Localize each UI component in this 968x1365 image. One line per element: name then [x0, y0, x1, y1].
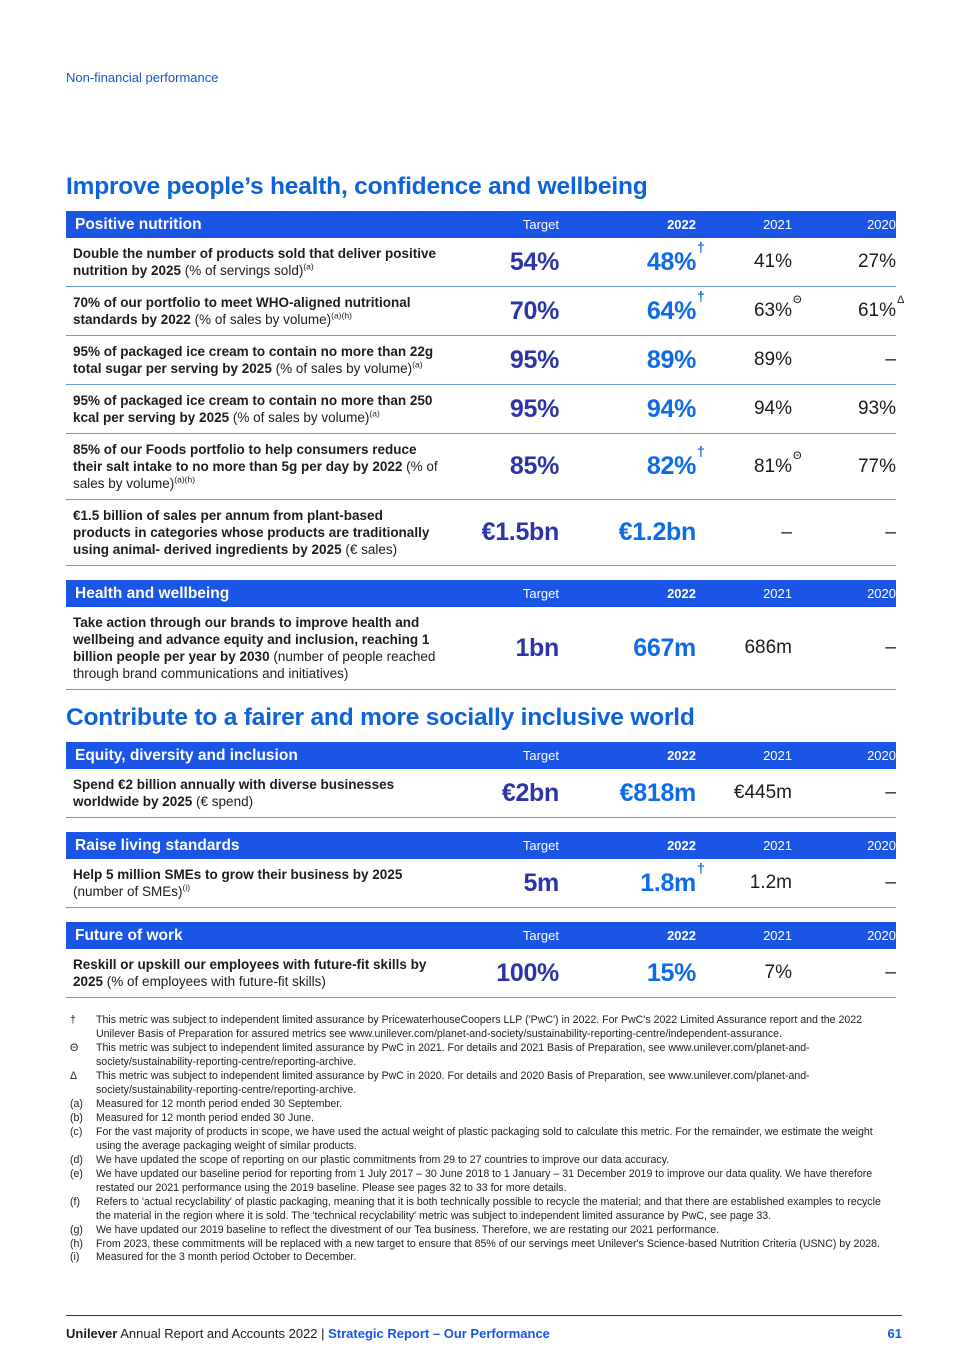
table-row	[66, 336, 896, 385]
value-2020: –	[885, 521, 896, 543]
value-2022: 15%	[646, 958, 696, 987]
footnote-text: Measured for 12 month period ended 30 September.	[96, 1097, 343, 1110]
metric-unit: (number of people reached through brand communications and initiatives)	[73, 649, 436, 681]
value-2021: –	[781, 521, 792, 543]
page-footer	[66, 1315, 902, 1341]
footnote-text: We have updated the scope of reporting on our plastic commitments from 29 to 27 countries to improve our data accuracy.	[96, 1153, 670, 1166]
column-header-target: Target	[522, 838, 559, 853]
value-2020: –	[885, 349, 896, 370]
metric-goal: Take action through our brands to improve health and wellbeing and advance equity and inclusion, reaching 1 billion people per year by 2030	[73, 615, 430, 664]
footnote-text: This metric was subject to independent limited assurance by PwC in 2021. For details and 2021 Basis of Preparation, see www.unilever.com/planet-and-society/sustainability-reporting-centre/reporting-archive.	[96, 1041, 810, 1068]
metric-goal: Help 5 million SMEs to grow their business by 2025	[73, 867, 403, 882]
column-header-2021: 2021	[763, 748, 792, 763]
column-header-2020: 2020	[867, 748, 896, 763]
column-header-2022: 2022	[667, 217, 696, 232]
footnote-symbol: †	[70, 1014, 76, 1026]
footnote-symbol: (g)	[70, 1223, 83, 1236]
table-row	[66, 769, 896, 818]
column-header-target: Target	[522, 217, 559, 232]
footnote-item	[66, 1098, 896, 1112]
footnote-item	[66, 1112, 896, 1126]
value-2020: –	[885, 872, 896, 893]
footnote-item	[66, 1126, 896, 1154]
table-header-bar	[66, 922, 896, 949]
value-2022: 1.8m †	[640, 859, 705, 897]
footnote-symbol: (e)	[70, 1167, 83, 1180]
column-header-2020: 2020	[867, 217, 896, 232]
footnote-symbol: (c)	[70, 1125, 83, 1138]
column-header-target: Target	[522, 928, 559, 943]
metric-unit: (% of employees with future-fit skills)	[103, 974, 326, 989]
metric-description	[66, 614, 467, 682]
table-health-wellbeing	[66, 580, 896, 690]
value-2022: €1.2bn	[618, 518, 696, 546]
footer-left	[66, 1326, 550, 1341]
metric-goal: 95% of packaged ice cream to contain no more than 250 kcal per serving by 2025	[73, 393, 433, 425]
metric-unit: (% of servings sold)	[181, 263, 304, 278]
value-2020: –	[885, 637, 896, 658]
footnote-symbol: (a)	[70, 1097, 83, 1110]
table-row	[66, 500, 896, 566]
metric-description	[66, 776, 467, 810]
footnote-text: This metric was subject to independent limited assurance by PricewaterhouseCoopers LLP ('PwC') in 2022. For PwC's 2022 Limited Assurance report and the 2022 Unilever Basis of Preparation for assured metrics see www.unilever.com/planet-and-society/sustainability-reporting-centre/independent-assurance.	[96, 1014, 863, 1040]
footnote-ref: (a)(h)	[331, 310, 352, 321]
footnote-ref: (a)	[303, 261, 314, 272]
column-header-2020: 2020	[867, 838, 896, 853]
value-2020: –	[885, 962, 896, 983]
table-title: Health and wellbeing	[75, 584, 230, 602]
footnote-text: For the vast majority of products in scope, we have used the actual weight of plastic packaging sold to calculate this metric. For the remainder, we estimate the weight using the average packaging weight of similar products.	[96, 1125, 873, 1152]
column-header-2022: 2022	[667, 748, 696, 763]
metric-goal: 95% of packaged ice cream to contain no more than 22g total sugar per serving by 2025	[73, 344, 434, 376]
value-2022: 82% †	[646, 443, 705, 480]
value-2021: 94%	[753, 398, 792, 419]
section-title-fairer-world: Contribute to a fairer and more socially inclusive world	[66, 704, 695, 731]
value-2022: 48% †	[646, 238, 705, 276]
table-positive-nutrition	[66, 211, 905, 566]
footnote-ref: (a)	[369, 408, 380, 419]
table-header-bar	[66, 742, 896, 769]
footnote-item	[66, 1168, 896, 1196]
value-2022: 94%	[646, 394, 696, 423]
table-row	[66, 434, 896, 500]
column-header-target: Target	[522, 748, 559, 763]
column-header-2021: 2021	[763, 838, 792, 853]
target-value: 54%	[509, 247, 559, 276]
footnote-item	[66, 1251, 896, 1265]
table-raise-living-standards	[66, 832, 896, 908]
metric-description	[66, 441, 467, 492]
target-value: 70%	[509, 296, 559, 325]
table-header-bar	[66, 580, 896, 607]
report-title: Annual Report and Accounts 2022 |	[117, 1326, 329, 1341]
table-row	[66, 238, 896, 287]
value-2021: 7%	[764, 962, 792, 983]
target-value: €2bn	[501, 778, 559, 807]
footnote-text: Refers to 'actual recyclability' of plastic packaging, meaning that it is both technically possible to recycle the material; and that there are established examples to recycle the material in the region where it is sold. The 'technical recyclability' metric was subject to independent limited assurance by PwC, see page 33.	[96, 1195, 881, 1222]
table-row	[66, 859, 896, 908]
footnote-text: We have updated our baseline period for reporting from 1 July 2017 – 30 June 2018 to 1 January – 31 December 2019 to improve our data quality. We have therefore restated our 2021 performance using the 2019 baseline. Please see pages 32 to 33 for more details.	[96, 1167, 873, 1194]
metric-unit: (% of sales by volume)	[271, 361, 413, 376]
section-title-health: Improve people’s health, confidence and wellbeing	[66, 173, 648, 200]
value-2022: 89%	[646, 345, 696, 374]
footnote-symbol: (f)	[70, 1195, 80, 1208]
column-header-2020: 2020	[867, 586, 896, 601]
footnote-symbol: Θ	[70, 1041, 79, 1054]
footer-section-label: Strategic Report – Our Performance	[328, 1326, 550, 1341]
footnote-item	[66, 1070, 896, 1098]
metric-unit: (number of SMEs)	[73, 884, 183, 899]
footnote-text: We have updated our 2019 baseline to reflect the divestment of our Tea business. Therefore, we are restating our 2021 performance.	[96, 1223, 720, 1236]
target-value: 85%	[509, 452, 559, 480]
value-2022: €818m	[619, 778, 696, 807]
footnote-text: From 2023, these commitments will be replaced with a new target to ensure that 85% of our servings meet Unilever's Science-based Nutrition Criteria (USNC) by 2028.	[96, 1237, 880, 1250]
footnote-symbol: Δ	[70, 1069, 78, 1082]
value-2021: €445m	[733, 782, 792, 803]
metric-goal: 70% of our portfolio to meet WHO-aligned nutritional standards by 2022	[73, 295, 411, 327]
table-title: Equity, diversity and inclusion	[75, 746, 298, 764]
value-2020: 77%	[857, 455, 896, 477]
table-equity-diversity-inclusion	[66, 742, 896, 818]
footnote-item	[66, 1154, 896, 1168]
footnote-symbol: (b)	[70, 1111, 83, 1124]
target-value: 1bn	[515, 633, 559, 662]
footnote-item	[66, 1042, 896, 1070]
column-header-2021: 2021	[763, 928, 792, 943]
metric-description	[66, 294, 467, 328]
metric-description	[66, 507, 467, 558]
page-number: 61	[887, 1326, 902, 1341]
value-2020: 27%	[857, 251, 896, 272]
footnote-symbol: (d)	[70, 1153, 83, 1166]
metric-goal: €1.5 billion of sales per annum from plant-based products in categories whose products are traditionally using animal- derived ingredients by 2025	[73, 508, 430, 557]
metric-description	[66, 343, 467, 377]
page-eyebrow: Non-financial performance	[66, 70, 219, 85]
metric-goal: Double the number of products sold that deliver positive nutrition by 2025	[73, 246, 437, 278]
table-header-bar	[66, 832, 896, 859]
column-header-target: Target	[522, 586, 559, 601]
table-future-of-work	[66, 922, 896, 998]
value-2021: 41%	[753, 251, 792, 272]
footnote-ref: (a)	[412, 359, 423, 370]
value-2020: 61% Δ	[857, 294, 905, 321]
metric-goal: Reskill or upskill our employees with future-fit skills by 2025	[73, 957, 427, 989]
value-2020: –	[885, 782, 896, 803]
target-value: 5m	[523, 868, 559, 897]
footnote-item	[66, 1224, 896, 1238]
footnote-symbol: (h)	[70, 1237, 83, 1250]
column-header-2022: 2022	[667, 928, 696, 943]
value-2021: 1.2m	[749, 872, 792, 893]
footnote-ref: (i)	[182, 882, 191, 893]
metric-description	[66, 956, 467, 990]
metric-unit: (% of sales by volume)	[229, 410, 370, 425]
table-title: Future of work	[75, 926, 183, 944]
footnote-text: This metric was subject to independent limited assurance by PwC in 2020. For details and 2020 Basis of Preparation, see www.unilever.com/planet-and-society/sustainability-reporting-centre/reporting-archive.	[96, 1069, 810, 1096]
metric-unit: (% of sales by volume)	[190, 312, 332, 327]
table-row	[66, 287, 905, 336]
footnote-item	[66, 1238, 896, 1252]
value-2021: 89%	[753, 349, 792, 370]
target-value: 95%	[509, 345, 559, 374]
value-2022: 64% †	[646, 287, 705, 325]
value-2022: 667m	[633, 633, 696, 662]
table-title: Raise living standards	[75, 836, 240, 854]
table-row	[66, 385, 896, 434]
value-2021: 686m	[744, 637, 792, 658]
metric-description	[66, 866, 467, 900]
brand-name: Unilever	[66, 1326, 118, 1341]
column-header-2022: 2022	[667, 838, 696, 853]
column-header-2020: 2020	[867, 928, 896, 943]
target-value: €1.5bn	[481, 518, 559, 546]
metric-goal: Spend €2 billion annually with diverse businesses worldwide by 2025	[73, 777, 395, 809]
column-header-2022: 2022	[667, 586, 696, 601]
target-value: 100%	[496, 958, 559, 987]
metric-goal: 85% of our Foods portfolio to help consumers reduce their salt intake to no more than 5g per day by 2022	[73, 442, 417, 474]
footnote-item	[66, 1196, 896, 1224]
target-value: 95%	[509, 394, 559, 423]
footnote-ref: (a)(h)	[174, 474, 196, 485]
table-header-bar	[66, 211, 896, 238]
column-header-2021: 2021	[763, 586, 792, 601]
footnote-text: Measured for 12 month period ended 30 June.	[96, 1111, 314, 1124]
table-title: Positive nutrition	[75, 215, 202, 233]
table-row	[66, 607, 896, 690]
footnotes	[66, 1014, 896, 1265]
metric-description	[66, 245, 467, 279]
metric-unit: (€ sales)	[341, 542, 398, 557]
value-2021: 81% Θ	[753, 449, 802, 477]
footnote-item	[66, 1014, 896, 1042]
footnote-symbol: (i)	[70, 1251, 80, 1264]
footnote-text: Measured for the 3 month period October to December.	[96, 1251, 357, 1264]
metric-unit: (€ spend)	[192, 794, 254, 809]
column-header-2021: 2021	[763, 217, 792, 232]
metric-unit: (% of sales by volume)	[73, 459, 438, 491]
table-row	[66, 949, 896, 998]
value-2021: 63% Θ	[753, 294, 802, 321]
value-2020: 93%	[857, 398, 896, 419]
metric-description	[66, 392, 467, 426]
